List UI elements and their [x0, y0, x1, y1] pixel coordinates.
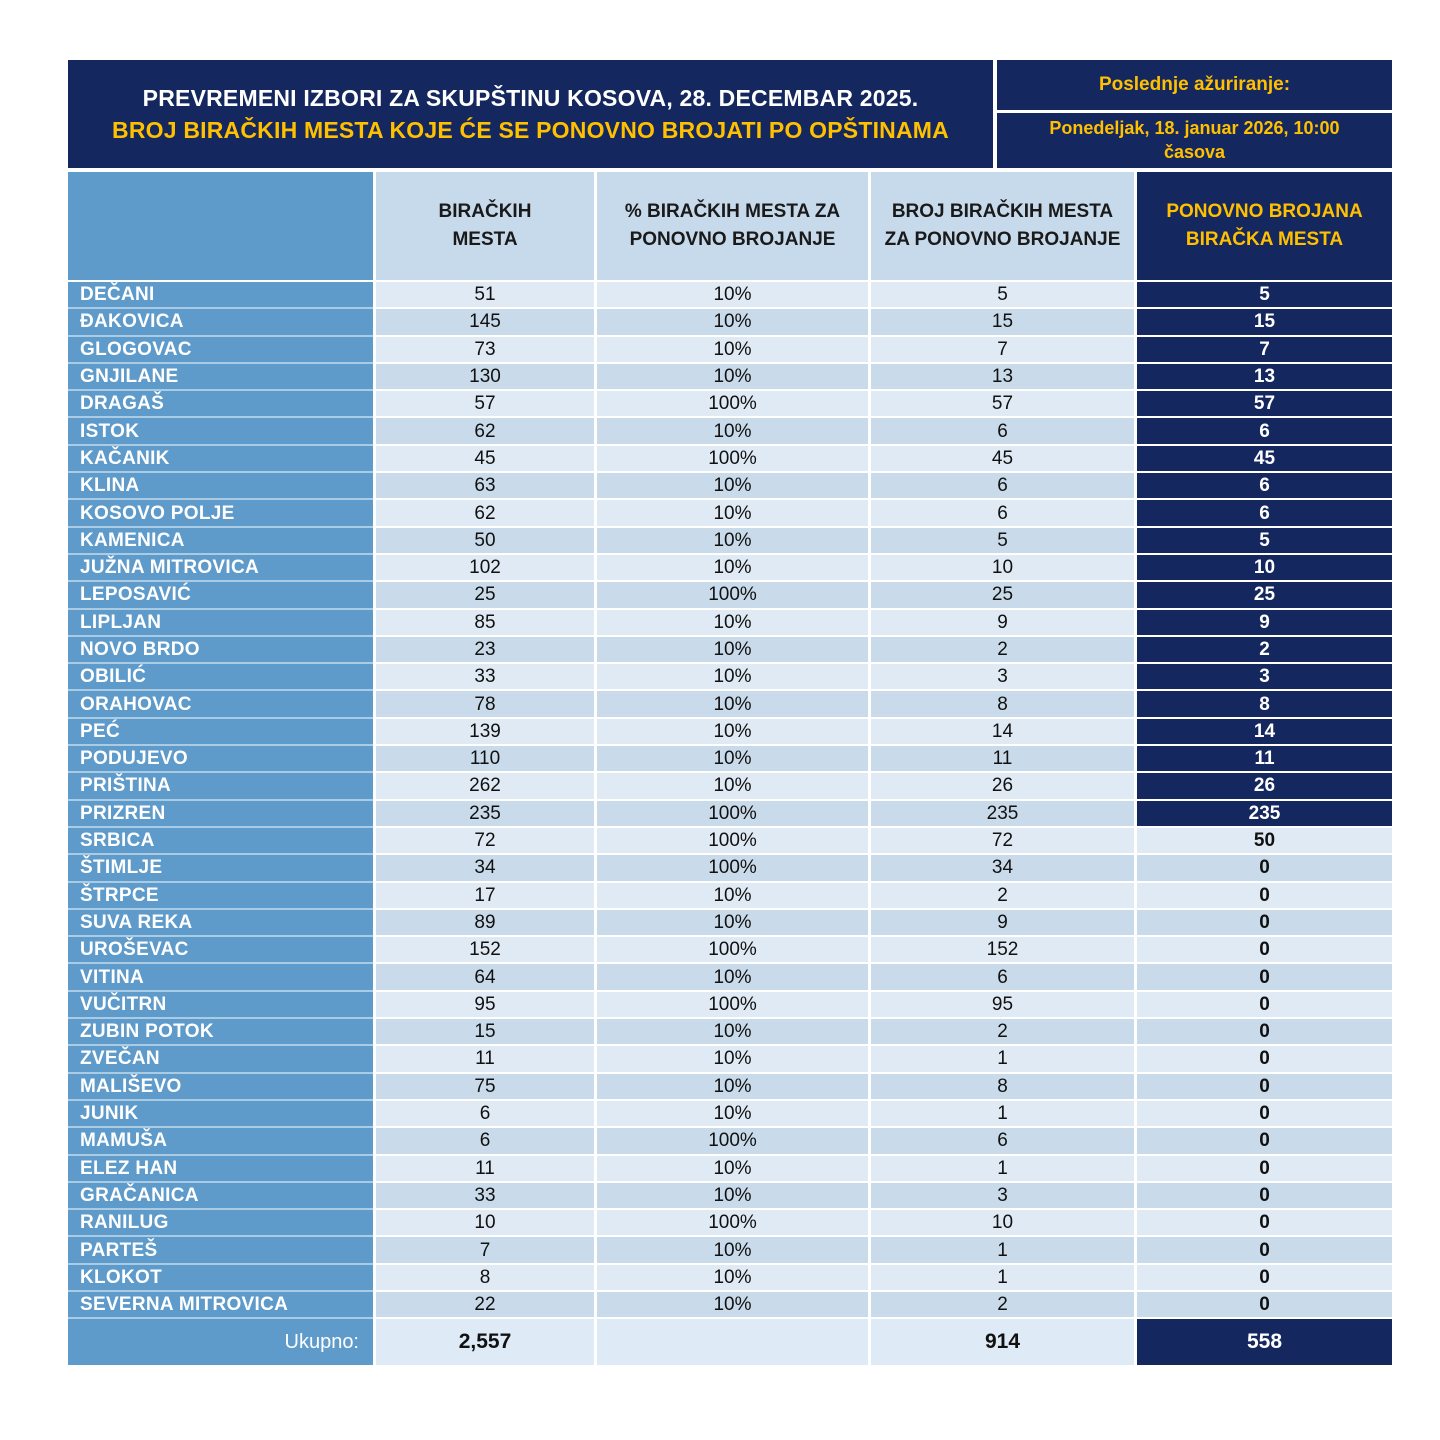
recounted-cell: 5 — [1134, 282, 1392, 309]
table-row — [68, 309, 1392, 336]
municipality-cell: KAČANIK — [68, 446, 373, 473]
table-row — [68, 582, 1392, 609]
polling-stations-cell: 262 — [373, 773, 594, 800]
column-header-percent-recount: % BIRAČKIH MESTA ZA PONOVNO BROJANJE — [594, 172, 868, 280]
recounted-cell: 0 — [1134, 1074, 1392, 1101]
percent-recount-cell: 10% — [594, 1265, 868, 1292]
municipality-cell: ORAHOVAC — [68, 691, 373, 718]
polling-stations-cell: 85 — [373, 610, 594, 637]
table-row — [68, 637, 1392, 664]
municipality-cell: ŠTRPCE — [68, 883, 373, 910]
count-recount-cell: 8 — [868, 691, 1134, 718]
polling-stations-cell: 235 — [373, 801, 594, 828]
percent-recount-cell: 10% — [594, 746, 868, 773]
table-row — [68, 282, 1392, 309]
count-recount-cell: 8 — [868, 1074, 1134, 1101]
municipality-cell: DEČANI — [68, 282, 373, 309]
recounted-cell: 25 — [1134, 582, 1392, 609]
municipality-cell: MAMUŠA — [68, 1128, 373, 1155]
polling-stations-cell: 51 — [373, 282, 594, 309]
recounted-cell: 15 — [1134, 309, 1392, 336]
table-row — [68, 1156, 1392, 1183]
recounted-cell: 0 — [1134, 883, 1392, 910]
polling-stations-cell: 33 — [373, 1183, 594, 1210]
count-recount-cell: 95 — [868, 992, 1134, 1019]
recounted-cell: 57 — [1134, 391, 1392, 418]
table-row — [68, 391, 1392, 418]
municipality-cell: OBILIĆ — [68, 664, 373, 691]
percent-recount-cell: 10% — [594, 418, 868, 445]
municipality-cell: ŠTIMLJE — [68, 855, 373, 882]
count-recount-cell: 13 — [868, 364, 1134, 391]
table-row — [68, 473, 1392, 500]
table-row — [68, 500, 1392, 527]
total-count-recount: 914 — [868, 1319, 1134, 1365]
recounted-cell: 0 — [1134, 937, 1392, 964]
polling-stations-cell: 102 — [373, 555, 594, 582]
municipality-cell: KAMENICA — [68, 528, 373, 555]
recounted-cell: 0 — [1134, 1128, 1392, 1155]
last-update-box — [997, 60, 1392, 168]
count-recount-cell: 5 — [868, 528, 1134, 555]
last-update-label: Poslednje ažuriranje: — [997, 60, 1392, 110]
recounted-cell: 0 — [1134, 1156, 1392, 1183]
municipality-cell: VUČITRN — [68, 992, 373, 1019]
percent-recount-cell: 10% — [594, 1046, 868, 1073]
count-recount-cell: 72 — [868, 828, 1134, 855]
table-row — [68, 883, 1392, 910]
polling-stations-cell: 73 — [373, 337, 594, 364]
count-recount-cell: 10 — [868, 1210, 1134, 1237]
municipality-cell: RANILUG — [68, 1210, 373, 1237]
recounted-cell: 3 — [1134, 664, 1392, 691]
table-row — [68, 691, 1392, 718]
percent-recount-cell: 10% — [594, 528, 868, 555]
table-row — [68, 992, 1392, 1019]
page-subtitle: BROJ BIRAČKIH MESTA KOJE ĆE SE PONOVNO BROJATI PO OPŠTINAMA — [112, 116, 949, 143]
percent-recount-cell: 100% — [594, 582, 868, 609]
count-recount-cell: 6 — [868, 964, 1134, 991]
polling-stations-cell: 63 — [373, 473, 594, 500]
percent-recount-cell: 10% — [594, 664, 868, 691]
polling-stations-cell: 75 — [373, 1074, 594, 1101]
municipality-cell: VITINA — [68, 964, 373, 991]
polling-stations-cell: 72 — [373, 828, 594, 855]
polling-stations-cell: 62 — [373, 500, 594, 527]
total-row — [68, 1319, 1392, 1365]
last-update-value: Ponedeljak, 18. januar 2026, 10:00 časova — [997, 113, 1392, 168]
column-header-row — [68, 172, 1392, 280]
municipality-cell: SEVERNA MITROVICA — [68, 1292, 373, 1319]
municipality-cell: SUVA REKA — [68, 910, 373, 937]
municipality-cell: LIPLJAN — [68, 610, 373, 637]
polling-stations-cell: 130 — [373, 364, 594, 391]
municipality-cell: JUŽNA MITROVICA — [68, 555, 373, 582]
municipality-cell: DRAGAŠ — [68, 391, 373, 418]
percent-recount-cell: 10% — [594, 964, 868, 991]
municipality-cell: GLOGOVAC — [68, 337, 373, 364]
table-row — [68, 1101, 1392, 1128]
municipality-cell: KOSOVO POLJE — [68, 500, 373, 527]
percent-recount-cell: 10% — [594, 1019, 868, 1046]
table-row — [68, 610, 1392, 637]
polling-stations-cell: 64 — [373, 964, 594, 991]
polling-stations-cell: 11 — [373, 1156, 594, 1183]
table-row — [68, 773, 1392, 800]
polling-stations-cell: 34 — [373, 855, 594, 882]
percent-recount-cell: 10% — [594, 610, 868, 637]
municipality-cell: SRBICA — [68, 828, 373, 855]
count-recount-cell: 235 — [868, 801, 1134, 828]
total-label: Ukupno: — [68, 1319, 373, 1365]
municipality-cell: ZUBIN POTOK — [68, 1019, 373, 1046]
table-row — [68, 1237, 1392, 1264]
table-row — [68, 1210, 1392, 1237]
table-row — [68, 418, 1392, 445]
count-recount-cell: 1 — [868, 1237, 1134, 1264]
recounted-cell: 0 — [1134, 1101, 1392, 1128]
recounted-cell: 11 — [1134, 746, 1392, 773]
table-row — [68, 855, 1392, 882]
percent-recount-cell: 10% — [594, 1074, 868, 1101]
table-row — [68, 1128, 1392, 1155]
table-row — [68, 801, 1392, 828]
municipality-cell: GRAČANICA — [68, 1183, 373, 1210]
percent-recount-cell: 10% — [594, 500, 868, 527]
polling-stations-cell: 6 — [373, 1128, 594, 1155]
recounted-cell: 2 — [1134, 637, 1392, 664]
header-band — [68, 60, 1392, 168]
percent-recount-cell: 10% — [594, 364, 868, 391]
municipality-cell: PRIŠTINA — [68, 773, 373, 800]
recounted-cell: 10 — [1134, 555, 1392, 582]
municipality-cell: PARTEŠ — [68, 1237, 373, 1264]
recounted-cell: 5 — [1134, 528, 1392, 555]
recounted-cell: 0 — [1134, 992, 1392, 1019]
percent-recount-cell: 10% — [594, 473, 868, 500]
table-row — [68, 1265, 1392, 1292]
polling-stations-cell: 110 — [373, 746, 594, 773]
recounted-cell: 0 — [1134, 1019, 1392, 1046]
percent-recount-cell: 100% — [594, 855, 868, 882]
recounted-cell: 0 — [1134, 1292, 1392, 1319]
recounted-cell: 13 — [1134, 364, 1392, 391]
polling-stations-cell: 78 — [373, 691, 594, 718]
count-recount-cell: 25 — [868, 582, 1134, 609]
recounted-cell: 0 — [1134, 1237, 1392, 1264]
percent-recount-cell: 10% — [594, 555, 868, 582]
count-recount-cell: 6 — [868, 1128, 1134, 1155]
polling-stations-cell: 10 — [373, 1210, 594, 1237]
table-row — [68, 964, 1392, 991]
municipality-cell: LEPOSAVIĆ — [68, 582, 373, 609]
table-row — [68, 1292, 1392, 1319]
table-row — [68, 664, 1392, 691]
polling-stations-cell: 17 — [373, 883, 594, 910]
table-row — [68, 719, 1392, 746]
polling-stations-cell: 25 — [373, 582, 594, 609]
percent-recount-cell: 100% — [594, 1210, 868, 1237]
municipality-cell: KLINA — [68, 473, 373, 500]
percent-recount-cell: 100% — [594, 937, 868, 964]
count-recount-cell: 15 — [868, 309, 1134, 336]
count-recount-cell: 9 — [868, 910, 1134, 937]
polling-stations-cell: 33 — [373, 664, 594, 691]
percent-recount-cell: 10% — [594, 1183, 868, 1210]
table-row — [68, 337, 1392, 364]
count-recount-cell: 10 — [868, 555, 1134, 582]
title-block — [68, 60, 993, 168]
percent-recount-cell: 10% — [594, 773, 868, 800]
count-recount-cell: 45 — [868, 446, 1134, 473]
polling-stations-cell: 145 — [373, 309, 594, 336]
table-row — [68, 555, 1392, 582]
recounted-cell: 0 — [1134, 1183, 1392, 1210]
recounted-cell: 7 — [1134, 337, 1392, 364]
recounted-cell: 9 — [1134, 610, 1392, 637]
column-header-count-recount: BROJ BIRAČKIH MESTA ZA PONOVNO BROJANJE — [868, 172, 1134, 280]
table-row — [68, 910, 1392, 937]
count-recount-cell: 6 — [868, 500, 1134, 527]
polling-stations-cell: 6 — [373, 1101, 594, 1128]
polling-stations-cell: 22 — [373, 1292, 594, 1319]
polling-stations-cell: 139 — [373, 719, 594, 746]
polling-stations-cell: 152 — [373, 937, 594, 964]
polling-stations-cell: 62 — [373, 418, 594, 445]
percent-recount-cell: 10% — [594, 1292, 868, 1319]
municipality-cell: KLOKOT — [68, 1265, 373, 1292]
percent-recount-cell: 100% — [594, 391, 868, 418]
municipality-cell: PRIZREN — [68, 801, 373, 828]
count-recount-cell: 1 — [868, 1046, 1134, 1073]
percent-recount-cell: 100% — [594, 992, 868, 1019]
total-polling-stations: 2,557 — [373, 1319, 594, 1365]
municipality-cell: GNJILANE — [68, 364, 373, 391]
count-recount-cell: 34 — [868, 855, 1134, 882]
percent-recount-cell: 10% — [594, 719, 868, 746]
table-body — [68, 282, 1392, 1319]
municipality-cell: UROŠEVAC — [68, 937, 373, 964]
percent-recount-cell: 100% — [594, 446, 868, 473]
table-row — [68, 746, 1392, 773]
count-recount-cell: 7 — [868, 337, 1134, 364]
percent-recount-cell: 100% — [594, 828, 868, 855]
count-recount-cell: 152 — [868, 937, 1134, 964]
polling-stations-cell: 95 — [373, 992, 594, 1019]
percent-recount-cell: 10% — [594, 910, 868, 937]
count-recount-cell: 2 — [868, 883, 1134, 910]
count-recount-cell: 6 — [868, 418, 1134, 445]
table-row — [68, 1074, 1392, 1101]
column-header-municipality — [68, 172, 373, 280]
total-percent — [594, 1319, 868, 1365]
municipality-cell: ISTOK — [68, 418, 373, 445]
polling-stations-cell: 11 — [373, 1046, 594, 1073]
count-recount-cell: 11 — [868, 746, 1134, 773]
recounted-cell: 0 — [1134, 964, 1392, 991]
table-row — [68, 828, 1392, 855]
table-row — [68, 937, 1392, 964]
polling-stations-cell: 57 — [373, 391, 594, 418]
table-row — [68, 446, 1392, 473]
count-recount-cell: 2 — [868, 1019, 1134, 1046]
count-recount-cell: 57 — [868, 391, 1134, 418]
recounted-cell: 45 — [1134, 446, 1392, 473]
count-recount-cell: 1 — [868, 1156, 1134, 1183]
table-row — [68, 364, 1392, 391]
municipality-cell: ELEZ HAN — [68, 1156, 373, 1183]
percent-recount-cell: 10% — [594, 691, 868, 718]
recounted-cell: 8 — [1134, 691, 1392, 718]
recounted-cell: 0 — [1134, 910, 1392, 937]
count-recount-cell: 3 — [868, 664, 1134, 691]
count-recount-cell: 6 — [868, 473, 1134, 500]
municipality-cell: ZVEČAN — [68, 1046, 373, 1073]
recounted-cell: 0 — [1134, 1265, 1392, 1292]
table-row — [68, 528, 1392, 555]
column-header-polling-stations: BIRAČKIH MESTA — [373, 172, 594, 280]
recounted-cell: 26 — [1134, 773, 1392, 800]
polling-stations-cell: 45 — [373, 446, 594, 473]
municipality-cell: JUNIK — [68, 1101, 373, 1128]
municipality-cell: ĐAKOVICA — [68, 309, 373, 336]
count-recount-cell: 9 — [868, 610, 1134, 637]
table-row — [68, 1046, 1392, 1073]
percent-recount-cell: 10% — [594, 1237, 868, 1264]
count-recount-cell: 1 — [868, 1101, 1134, 1128]
table-row — [68, 1183, 1392, 1210]
total-recounted: 558 — [1134, 1319, 1392, 1365]
count-recount-cell: 1 — [868, 1265, 1134, 1292]
recounted-cell: 6 — [1134, 473, 1392, 500]
column-header-recounted: PONOVNO BROJANA BIRAČKA MESTA — [1134, 172, 1392, 280]
municipality-cell: MALIŠEVO — [68, 1074, 373, 1101]
recounted-cell: 50 — [1134, 828, 1392, 855]
count-recount-cell: 5 — [868, 282, 1134, 309]
municipality-cell: PODUJEVO — [68, 746, 373, 773]
percent-recount-cell: 100% — [594, 1128, 868, 1155]
percent-recount-cell: 100% — [594, 801, 868, 828]
page-title: PREVREMENI IZBORI ZA SKUPŠTINU KOSOVA, 28. DECEMBAR 2025. — [142, 84, 919, 111]
polling-stations-cell: 89 — [373, 910, 594, 937]
recounted-cell: 0 — [1134, 1210, 1392, 1237]
count-recount-cell: 2 — [868, 1292, 1134, 1319]
count-recount-cell: 26 — [868, 773, 1134, 800]
count-recount-cell: 2 — [868, 637, 1134, 664]
count-recount-cell: 3 — [868, 1183, 1134, 1210]
municipality-cell: NOVO BRDO — [68, 637, 373, 664]
percent-recount-cell: 10% — [594, 337, 868, 364]
polling-stations-cell: 23 — [373, 637, 594, 664]
percent-recount-cell: 10% — [594, 883, 868, 910]
percent-recount-cell: 10% — [594, 1101, 868, 1128]
polling-stations-cell: 50 — [373, 528, 594, 555]
recounted-cell: 0 — [1134, 1046, 1392, 1073]
percent-recount-cell: 10% — [594, 309, 868, 336]
recounted-cell: 6 — [1134, 500, 1392, 527]
recounted-cell: 14 — [1134, 719, 1392, 746]
results-table — [68, 60, 1392, 1365]
percent-recount-cell: 10% — [594, 282, 868, 309]
polling-stations-cell: 15 — [373, 1019, 594, 1046]
recounted-cell: 235 — [1134, 801, 1392, 828]
recounted-cell: 0 — [1134, 855, 1392, 882]
count-recount-cell: 14 — [868, 719, 1134, 746]
polling-stations-cell: 7 — [373, 1237, 594, 1264]
percent-recount-cell: 10% — [594, 1156, 868, 1183]
table-row — [68, 1019, 1392, 1046]
percent-recount-cell: 10% — [594, 637, 868, 664]
recounted-cell: 6 — [1134, 418, 1392, 445]
municipality-cell: PEĆ — [68, 719, 373, 746]
polling-stations-cell: 8 — [373, 1265, 594, 1292]
